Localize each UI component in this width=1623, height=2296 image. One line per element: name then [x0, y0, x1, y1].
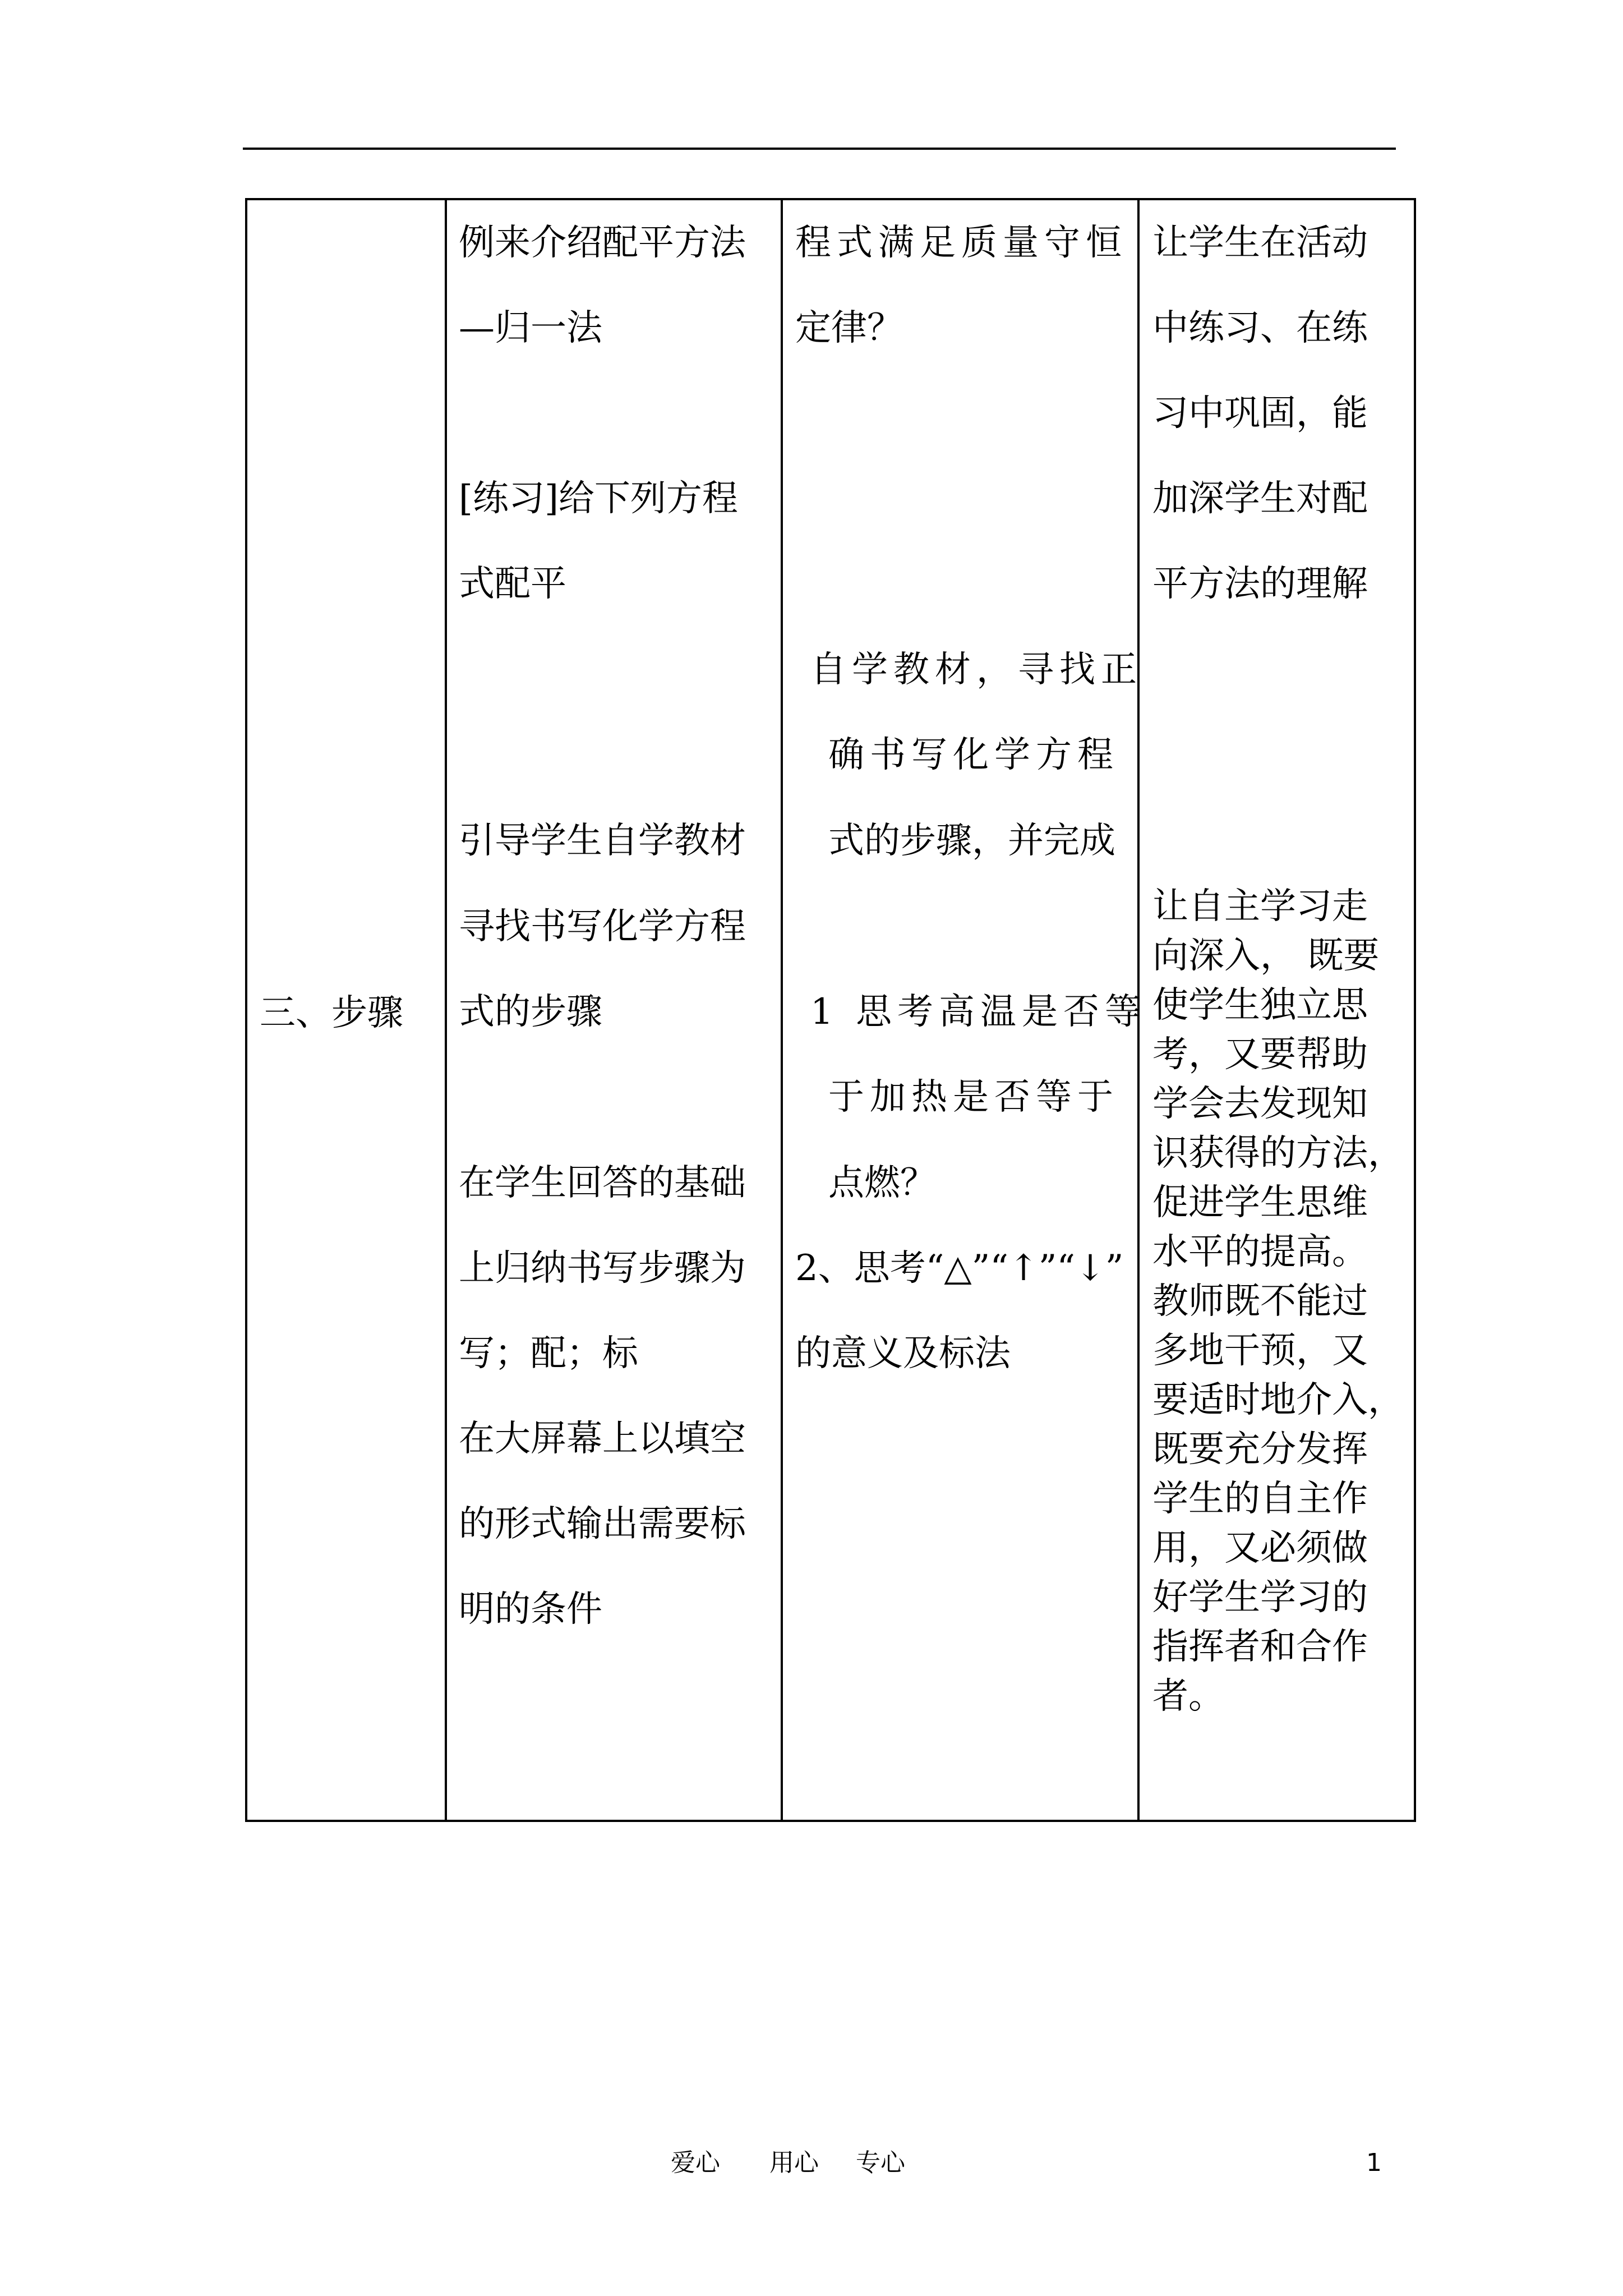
column-divider-2	[781, 200, 783, 1820]
intent-line: 用，又必须做	[1152, 1527, 1368, 1569]
intent-line: 指挥者和合作	[1152, 1626, 1368, 1668]
footer-motto-3: 专心	[856, 2148, 905, 2177]
student-line: 1 思考高温是否等	[810, 991, 1147, 1033]
intent-line: 平方法的理解	[1152, 563, 1368, 605]
intent-line: 要适时地介入，	[1152, 1379, 1404, 1421]
column-divider-1	[445, 200, 447, 1820]
intent-line: 者。	[1152, 1676, 1224, 1717]
student-line: 点燃？	[828, 1162, 936, 1204]
teacher-line: 明的条件	[459, 1589, 602, 1630]
student-line: 的意义及标法	[795, 1333, 1011, 1374]
student-line: 于加热是否等于	[828, 1076, 1119, 1118]
intent-line: 学生的自主作	[1152, 1478, 1368, 1520]
intent-line: 好学生学习的	[1152, 1577, 1368, 1618]
student-line: 定律？	[795, 307, 903, 349]
teacher-line: 寻找书写化学方程	[459, 906, 746, 947]
header-rule	[243, 148, 1396, 150]
intent-line: 考，又要帮助	[1152, 1034, 1368, 1075]
footer-motto-1: 爱心	[671, 2148, 720, 2177]
teacher-line: [练习]给下列方程	[459, 478, 738, 519]
student-line: 程式满足质量守恒	[795, 222, 1127, 264]
teacher-line: 上归纳书写步骤为	[459, 1248, 746, 1289]
intent-line: 水平的提高。	[1152, 1231, 1368, 1273]
teacher-line: 例来介绍配平方法	[459, 222, 746, 264]
teacher-line: 的形式输出需要标	[459, 1503, 746, 1545]
intent-line: 向深入， 既要	[1152, 935, 1380, 977]
intent-line: 促进学生思维	[1152, 1182, 1368, 1223]
teacher-line: 在学生回答的基础	[459, 1162, 746, 1204]
page-number: 1	[1366, 2148, 1382, 2177]
teacher-line: 在大屏幕上以填空	[459, 1418, 746, 1460]
footer-motto-2: 用心	[769, 2148, 819, 2177]
intent-line: 识获得的方法，	[1152, 1133, 1404, 1174]
student-line: 2、思考“△”“↑”“↓”	[795, 1248, 1124, 1289]
intent-line: 学会去发现知	[1152, 1083, 1368, 1125]
intent-line: 加深学生对配	[1152, 478, 1368, 519]
teacher-line: 式配平	[459, 563, 566, 605]
section-label: 三、步骤	[260, 992, 403, 1034]
intent-line: 既要充分发挥	[1152, 1429, 1368, 1470]
intent-line: 让学生在活动	[1152, 222, 1368, 264]
intent-line: 习中巩固，能	[1152, 393, 1368, 434]
intent-line: 中练习、在练	[1152, 307, 1368, 349]
intent-line: 教师既不能过	[1152, 1281, 1368, 1322]
student-line: 确书写化学方程	[828, 734, 1119, 776]
student-line: 式的步骤，并完成	[828, 820, 1115, 862]
teacher-line: 写；配；标	[459, 1333, 638, 1374]
intent-line: 让自主学习走	[1152, 886, 1368, 927]
teacher-line: 引导学生自学教材	[459, 820, 746, 862]
teacher-line: 式的步骤	[459, 991, 602, 1033]
intent-line: 使学生独立思	[1152, 984, 1368, 1026]
intent-line: 多地干预，又	[1152, 1330, 1368, 1372]
student-line: 自学教材，寻找正	[810, 649, 1142, 691]
teacher-line: —归一法	[459, 307, 602, 349]
